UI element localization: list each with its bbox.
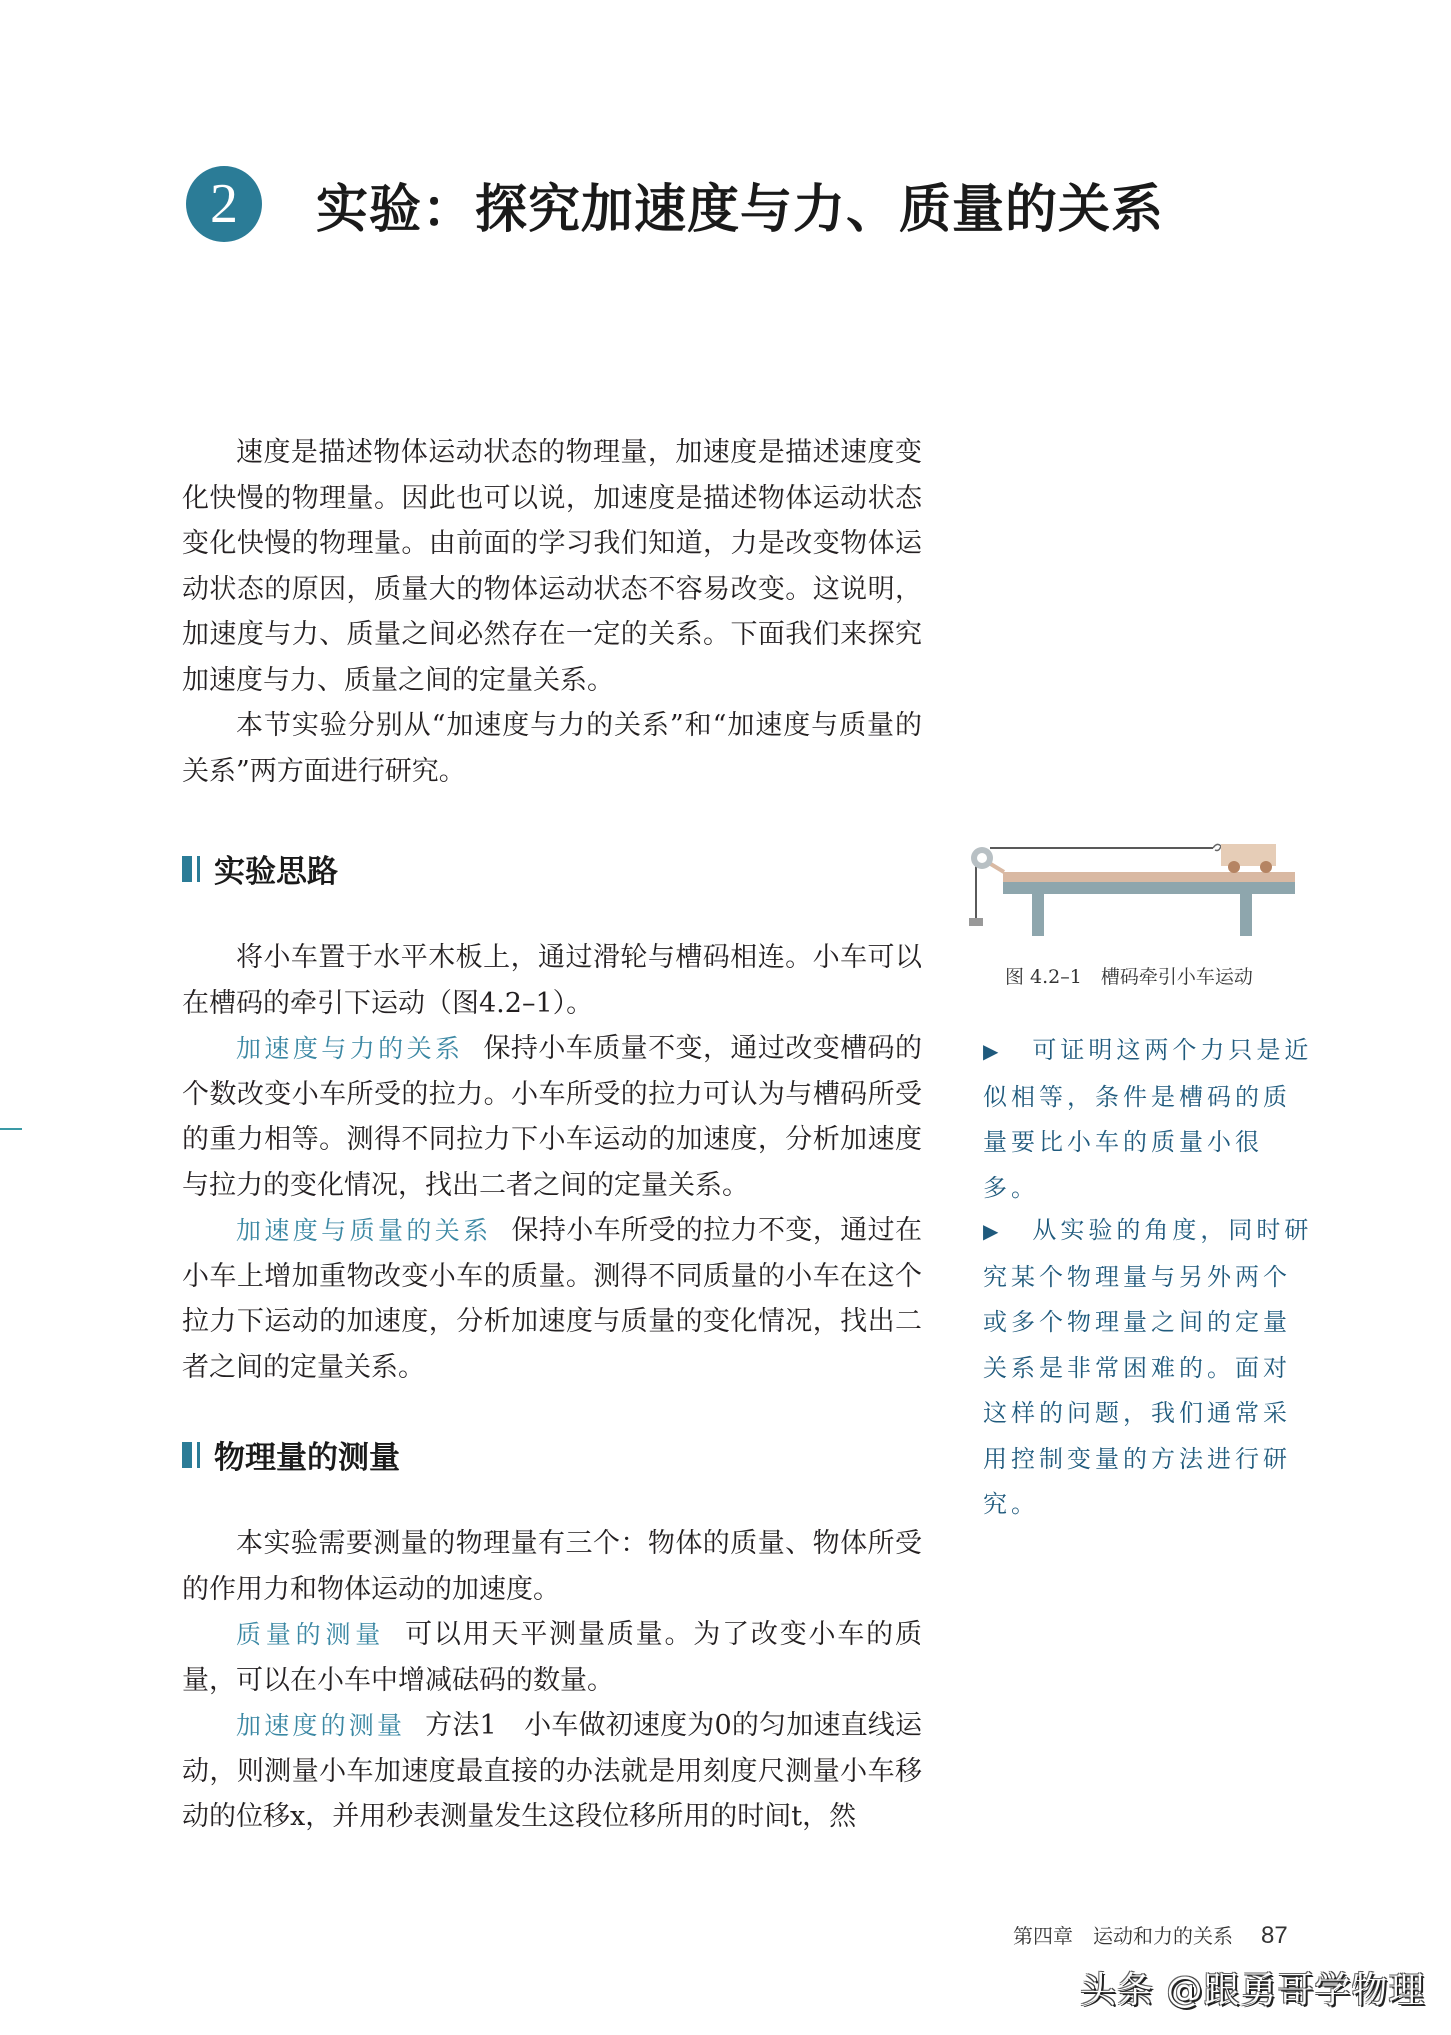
intro-block [182, 430, 922, 794]
section-heading [182, 846, 922, 891]
section-measurement [182, 1432, 922, 1840]
triangle-bullet-icon: ▶ [983, 1039, 1003, 1063]
section-heading-text: 实验思路 [214, 854, 338, 890]
section-heading [182, 1432, 922, 1477]
hook-weight-icon [969, 918, 983, 926]
paragraph-text: 可以用天平测量质量。为了改变小车的质量，可以在小车中增减砝码的数量。 [182, 1619, 922, 1696]
section-heading-text: 物理量的测量 [214, 1440, 400, 1476]
cart-pulley-figure [968, 840, 1308, 940]
paragraph-text: 方法1 小车做初速度为0的匀加速直线运动，则测量小车加速度最直接的办法就是用刻度尺测量小车移动的位移x，并用秒表测量发生这段位移所用的时间t，然 [182, 1710, 922, 1832]
watermark: 头条 @跟勇哥学物理 [1080, 1970, 1426, 2011]
page-footer [1013, 1920, 1288, 1950]
keyword-label: 加速度的测量 [236, 1711, 406, 1740]
side-note-text: 可证明这两个力只是近似相等，条件是槽码的质量要比小车的质量小很多。 [983, 1036, 1313, 1202]
chapter-label: 第四章 运动和力的关系 [1013, 1924, 1233, 1948]
figure-caption: 图 4.2–1 槽码牵引小车运动 [1005, 966, 1253, 988]
section-title-row [186, 166, 1164, 242]
side-note-text: 从实验的角度，同时研究某个物理量与另外两个或多个物理量之间的定量关系是非常困难的。面对这样的问题，我们通常采用控制变量的方法进行研究。 [983, 1216, 1313, 1518]
keyword-label: 加速度与质量的关系 [236, 1216, 492, 1245]
paragraph [182, 1703, 922, 1840]
paragraph-text: 保持小车所受的拉力不变，通过在小车上增加重物改变小车的质量。测得不同质量的小车在这个拉力下运动的加速度，分析加速度与质量的变化情况，找出二者之间的定量关系。 [182, 1215, 922, 1383]
intro-paragraph-1: 速度是描述物体运动状态的物理量，加速度是描述速度变化快慢的物理量。因此也可以说，加速度是描述物体运动状态变化快慢的物理量。由前面的学习我们知道，力是改变物体运动状态的原因，质量大的物体运动状态不容易改变。这说明，加速度与力、质量之间必然存在一定的关系。下面我们来探究加速度与力、质量之间的定量关系。 [182, 437, 922, 696]
triangle-bullet-icon: ▶ [983, 1219, 1003, 1243]
paragraph [182, 1612, 922, 1703]
intro-paragraph-2: 本节实验分别从“加速度与力的关系”和“加速度与质量的关系”两方面进行研究。 [182, 710, 922, 787]
paragraph-text: 保持小车质量不变，通过改变槽码的个数改变小车所受的拉力。小车所受的拉力可认为与槽码所受的重力相等。测得不同拉力下小车运动的加速度，分析加速度与拉力的变化情况，找出二者之间的定量关系。 [182, 1033, 922, 1201]
keyword-label: 质量的测量 [236, 1620, 386, 1649]
page-number: 87 [1261, 1922, 1288, 1949]
edge-mark [0, 1128, 22, 1130]
heading-marker-icon [182, 1442, 200, 1468]
page-title: 实验：探究加速度与力、质量的关系 [316, 178, 1165, 240]
paragraph [182, 1026, 922, 1208]
side-note-2 [983, 1208, 1313, 1528]
keyword-label: 加速度与力的关系 [236, 1034, 464, 1063]
paragraph: 本实验需要测量的物理量有三个：物体的质量、物体所受的作用力和物体运动的加速度。 [182, 1528, 922, 1605]
section-experiment-idea [182, 846, 922, 1390]
heading-marker-icon [182, 856, 200, 882]
paragraph: 将小车置于水平木板上，通过滑轮与槽码相连。小车可以在槽码的牵引下运动（图4.2–1）。 [182, 942, 922, 1019]
paragraph [182, 1208, 922, 1390]
section-number-badge: 2 [186, 166, 262, 242]
side-note-1 [983, 1028, 1313, 1211]
